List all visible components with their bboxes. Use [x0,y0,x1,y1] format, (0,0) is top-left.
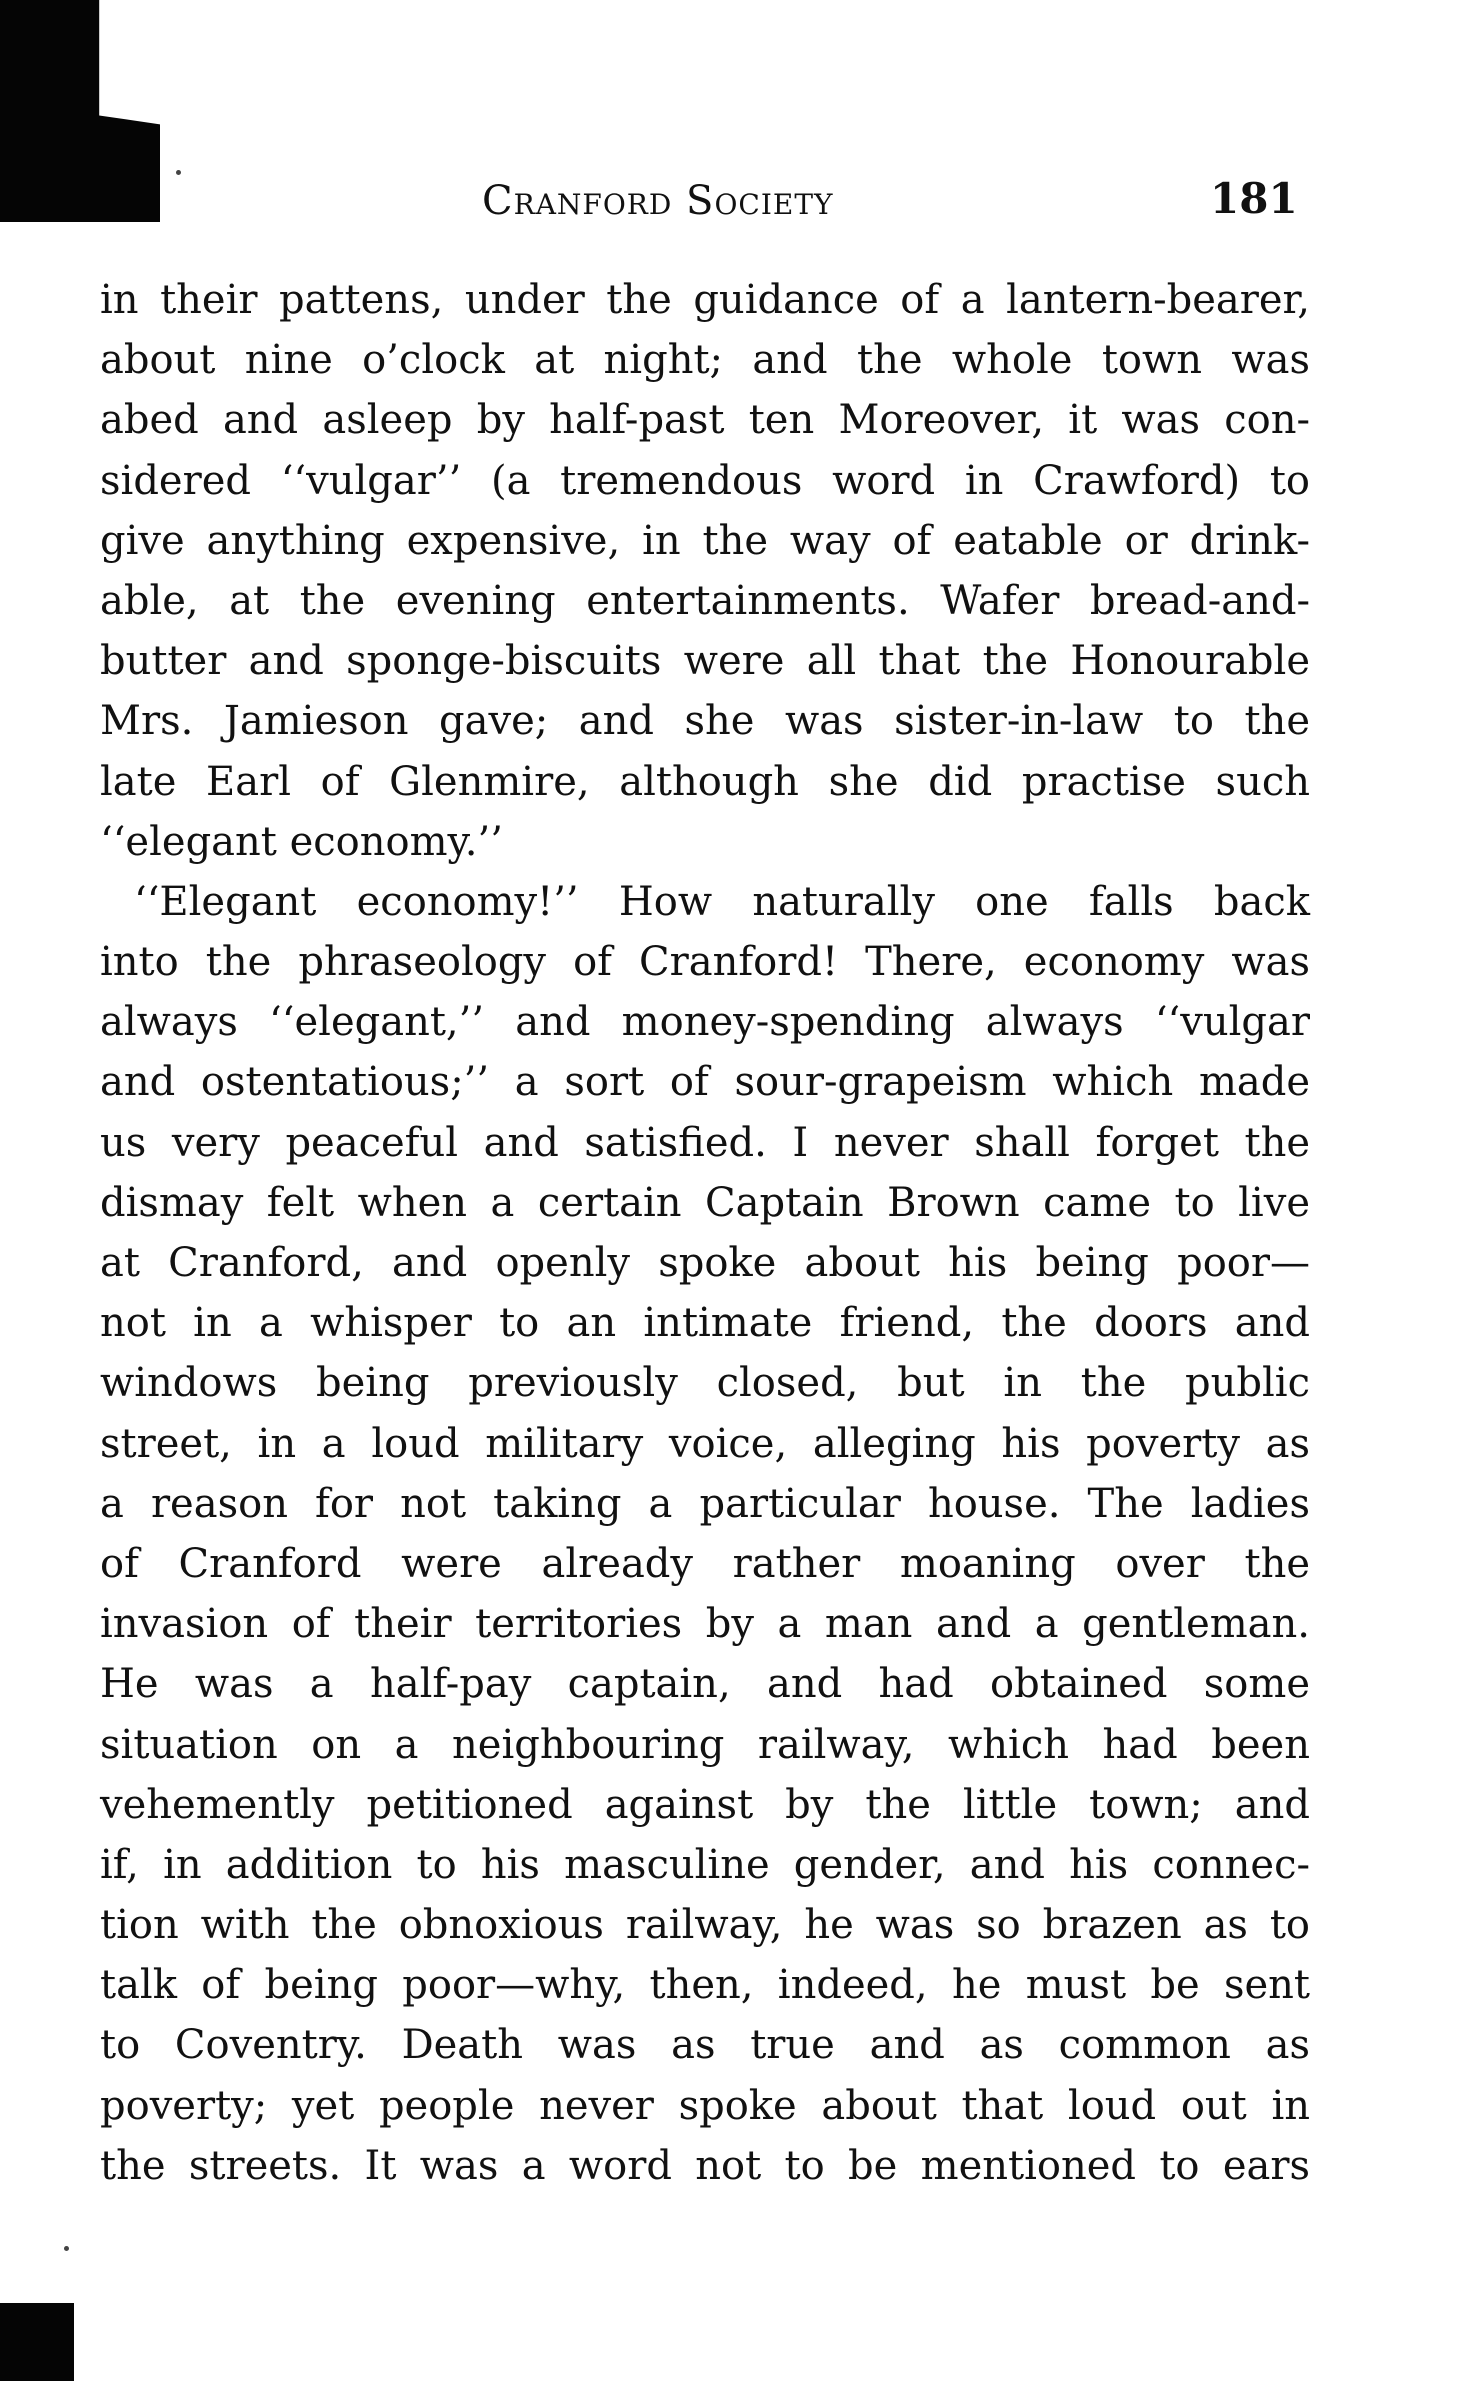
text-line: at Cranford, and openly spoke about his being poor— [100,1240,1310,1286]
scan-speck [64,2246,69,2251]
text-line: He was a half-pay captain, and had obtained some [100,1661,1310,1708]
text-line: invasion of their territories by a man and a gentleman. [100,1601,1310,1648]
text-line: not in a whisper to an intimate friend, the doors and [100,1300,1310,1347]
text-line: Mrs. Jamieson gave; and she was sister-in-law to the [100,698,1310,745]
text-line: if, in addition to his masculine gender, and his connec- [100,1841,1310,1888]
text-line: a reason for not taking a particular house. The ladies [100,1480,1310,1527]
text-line: and ostentatious;’’ a sort of sour-grapeism which made [100,1059,1310,1106]
page-number: 181 [1210,174,1298,223]
text-line: always ‘‘elegant,’’ and money-spending always ‘‘vulgar [100,999,1310,1046]
text-line: windows being previously closed, but in the public [100,1360,1310,1407]
text-line: to Coventry. Death was as true and as common as [100,2022,1310,2069]
text-line: butter and sponge-biscuits were all that the Honourable [100,638,1310,685]
scan-edge-mark-top [0,0,160,222]
body-text [100,270,1310,2196]
text-line: poverty; yet people never spoke about that loud out in [100,2082,1310,2129]
text-line: into the phraseology of Cranford! There, economy was [100,939,1310,986]
text-line: sidered ‘‘vulgar’’ (a tremendous word in Crawford) to [100,457,1310,504]
running-title: Cranford Society [482,178,834,224]
text-line: ‘‘Elegant economy!’’ How naturally one falls back [134,878,1310,925]
scan-speck [176,170,181,175]
text-line: situation on a neighbouring railway, which had been [100,1721,1310,1768]
text-line: give anything expensive, in the way of eatable or drink- [100,517,1310,564]
text-line: ‘‘elegant economy.’’ [100,818,503,865]
text-line: vehemently petitioned against by the little town; and [100,1781,1310,1828]
text-line: about nine o’clock at night; and the whole town was [100,337,1310,384]
text-line: in their pattens, under the guidance of a lantern-bearer, [100,277,1310,323]
text-line: able, at the evening entertainments. Wafer bread-and- [100,577,1310,624]
text-line: dismay felt when a certain Captain Brown came to live [100,1179,1310,1226]
text-line: of Cranford were already rather moaning over the [100,1540,1310,1587]
text-line: talk of being poor—why, then, indeed, he must be sent [100,1962,1310,2009]
text-line: abed and asleep by half-past ten Moreover, it was con- [100,397,1310,444]
text-line: tion with the obnoxious railway, he was so brazen as to [100,1902,1310,1949]
text-line: us very peaceful and satisfied. I never shall forget the [100,1119,1310,1166]
text-line: street, in a loud military voice, alleging his poverty as [100,1420,1310,1467]
text-line: the streets. It was a word not to be mentioned to ears [100,2142,1310,2189]
scan-edge-mark-bottom [0,2303,74,2381]
text-line: late Earl of Glenmire, although she did practise such [100,758,1310,805]
